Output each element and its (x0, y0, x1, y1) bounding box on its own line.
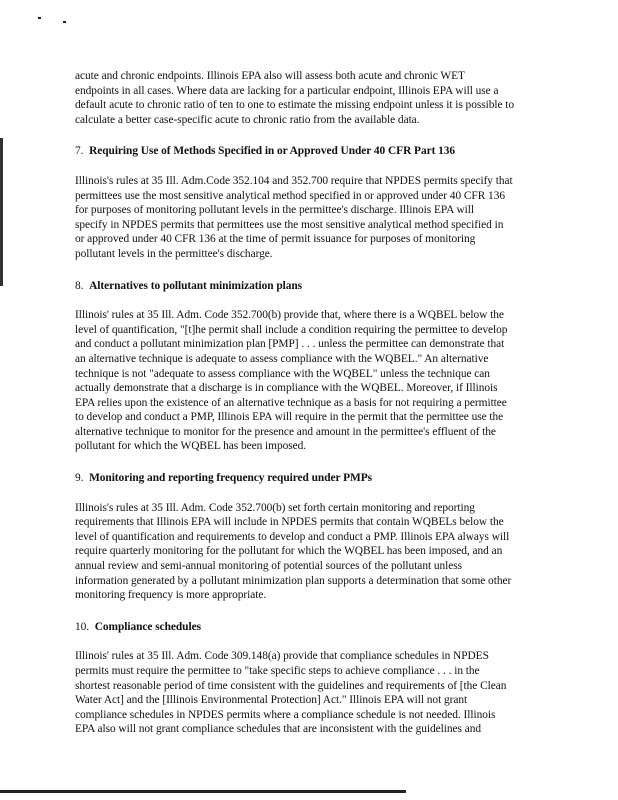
text-line: for purposes of monitoring pollutant levels in the permittee's discharge. Illinois EPA will (75, 204, 474, 217)
text-line: require quarterly monitoring for the pollutant for which the WQBEL has been imposed, and an (75, 545, 503, 558)
text-line: or approved under 40 CFR 136 at the time of permit issuance for purposes of monitoring (75, 233, 476, 246)
text-line: permittees use the most sensitive analytical method specified in or approved under 40 CFR 136 (75, 189, 505, 202)
section-heading-7 (75, 144, 553, 159)
text-line: Illinois's rules at 35 Ill. Adm. Code 352.700(b) set forth certain monitoring and reporting (75, 501, 475, 514)
text-line: EPA also will not grant compliance schedules that are inconsistent with the guidelines and (75, 723, 482, 736)
text-line: requirements that Illinois EPA will include in NPDES permits that contain WQBELs below the (75, 516, 504, 529)
section-paragraph-8 (75, 308, 553, 454)
text-line: pollutant for which the WQBEL has been imposed. (75, 440, 307, 453)
text-line: calculate a better case-specific acute to chronic ratio from the available data. (75, 113, 420, 126)
scan-artifact-dot (38, 17, 41, 19)
text-line: Illinois's rules at 35 Ill. Adm.Code 352.104 and 352.700 require that NPDES permits specify that (75, 174, 513, 187)
document-body (75, 69, 553, 737)
text-line: monitoring frequency is more appropriate. (75, 589, 267, 602)
scan-artifact-bottom-bar (0, 790, 406, 793)
section-paragraph-7 (75, 174, 553, 262)
text-line: permits must require the permittee to "take specific steps to achieve compliance . . . in the (75, 665, 480, 677)
text-line: to develop and conduct a PMP, Illinois EPA will require in the permit that the permittee use the (75, 411, 504, 424)
section-title: Compliance schedules (94, 620, 201, 633)
text-line: annual review and semi-annual monitoring of potential sources of the pollutant unless (75, 560, 463, 573)
section-number: 10. (75, 620, 90, 633)
section-heading-10 (75, 620, 553, 635)
text-line: level of quantification and requirements to develop and conduct a PMP. Illinois EPA always will (75, 530, 510, 543)
text-line: Water Act] and the [Illinois Environmental Protection] Act." Illinois EPA will not grant (75, 694, 468, 707)
text-line: compliance schedules in NPDES permits where a compliance schedule is not needed. Illinois (75, 708, 496, 721)
section-paragraph-9 (75, 501, 553, 603)
scan-artifact-left-bar (0, 138, 3, 286)
section-heading-8 (75, 279, 553, 294)
text-line: an alternative technique is adequate to assess compliance with the WQBEL." An alternative (75, 352, 489, 365)
text-line: alternative technique to monitor for the presence and amount in the permittee's effluent of the (75, 425, 496, 438)
scan-artifact-dot (63, 21, 66, 23)
section-heading-9 (75, 471, 553, 486)
text-line: endpoints in all cases. Where data are lacking for a particular endpoint, Illinois EPA will use a (75, 84, 499, 97)
text-line: technique is not "adequate to assess compliance with the WQBEL" unless the technique can (75, 367, 490, 380)
section-title: Monitoring and reporting frequency required under PMPs (89, 472, 372, 485)
text-line: EPA relies upon the existence of an alternative technique as a basis for not requiring a permittee (75, 396, 507, 409)
text-line: shortest reasonable period of time consistent with the guidelines and requirements of [the Clean (75, 679, 507, 692)
text-line: pollutant levels in the permittee's discharge. (75, 247, 273, 260)
text-line: specify in NPDES permits that permittees use the most sensitive analytical method specified in (75, 218, 504, 231)
text-line: Illinois' rules at 35 Ill. Adm. Code 309.148(a) provide that compliance schedules in NPDES (75, 650, 489, 663)
text-line: actually demonstrate that a discharge is in compliance with the WQBEL. Moreover, if Illinois (75, 382, 498, 395)
intro-paragraph (75, 69, 553, 127)
text-line: information generated by a pollutant minimization plan supports a determination that some other (75, 574, 512, 587)
text-line: acute and chronic endpoints. Illinois EPA also will assess both acute and chronic WET (75, 70, 465, 82)
text-line: and conduct a pollutant minimization plan [PMP] . . . unless the permittee can demonstrate that (75, 338, 505, 351)
section-number: 7. (75, 145, 84, 158)
text-line: default acute to chronic ratio of ten to one to estimate the missing endpoint unless it is possible to (75, 99, 515, 112)
section-title: Requiring Use of Methods Specified in or Approved Under 40 CFR Part 136 (89, 145, 456, 158)
text-line: level of quantification, "[t]he permit shall include a condition requiring the permittee to develop (75, 323, 508, 336)
text-line: Illinois' rules at 35 Ill. Adm. Code 352.700(b) provide that, where there is a WQBEL below the (75, 309, 504, 322)
section-number: 8. (75, 279, 84, 292)
section-title: Alternatives to pollutant minimization plans (89, 279, 303, 292)
section-paragraph-10 (75, 649, 553, 737)
section-number: 9. (75, 472, 84, 485)
